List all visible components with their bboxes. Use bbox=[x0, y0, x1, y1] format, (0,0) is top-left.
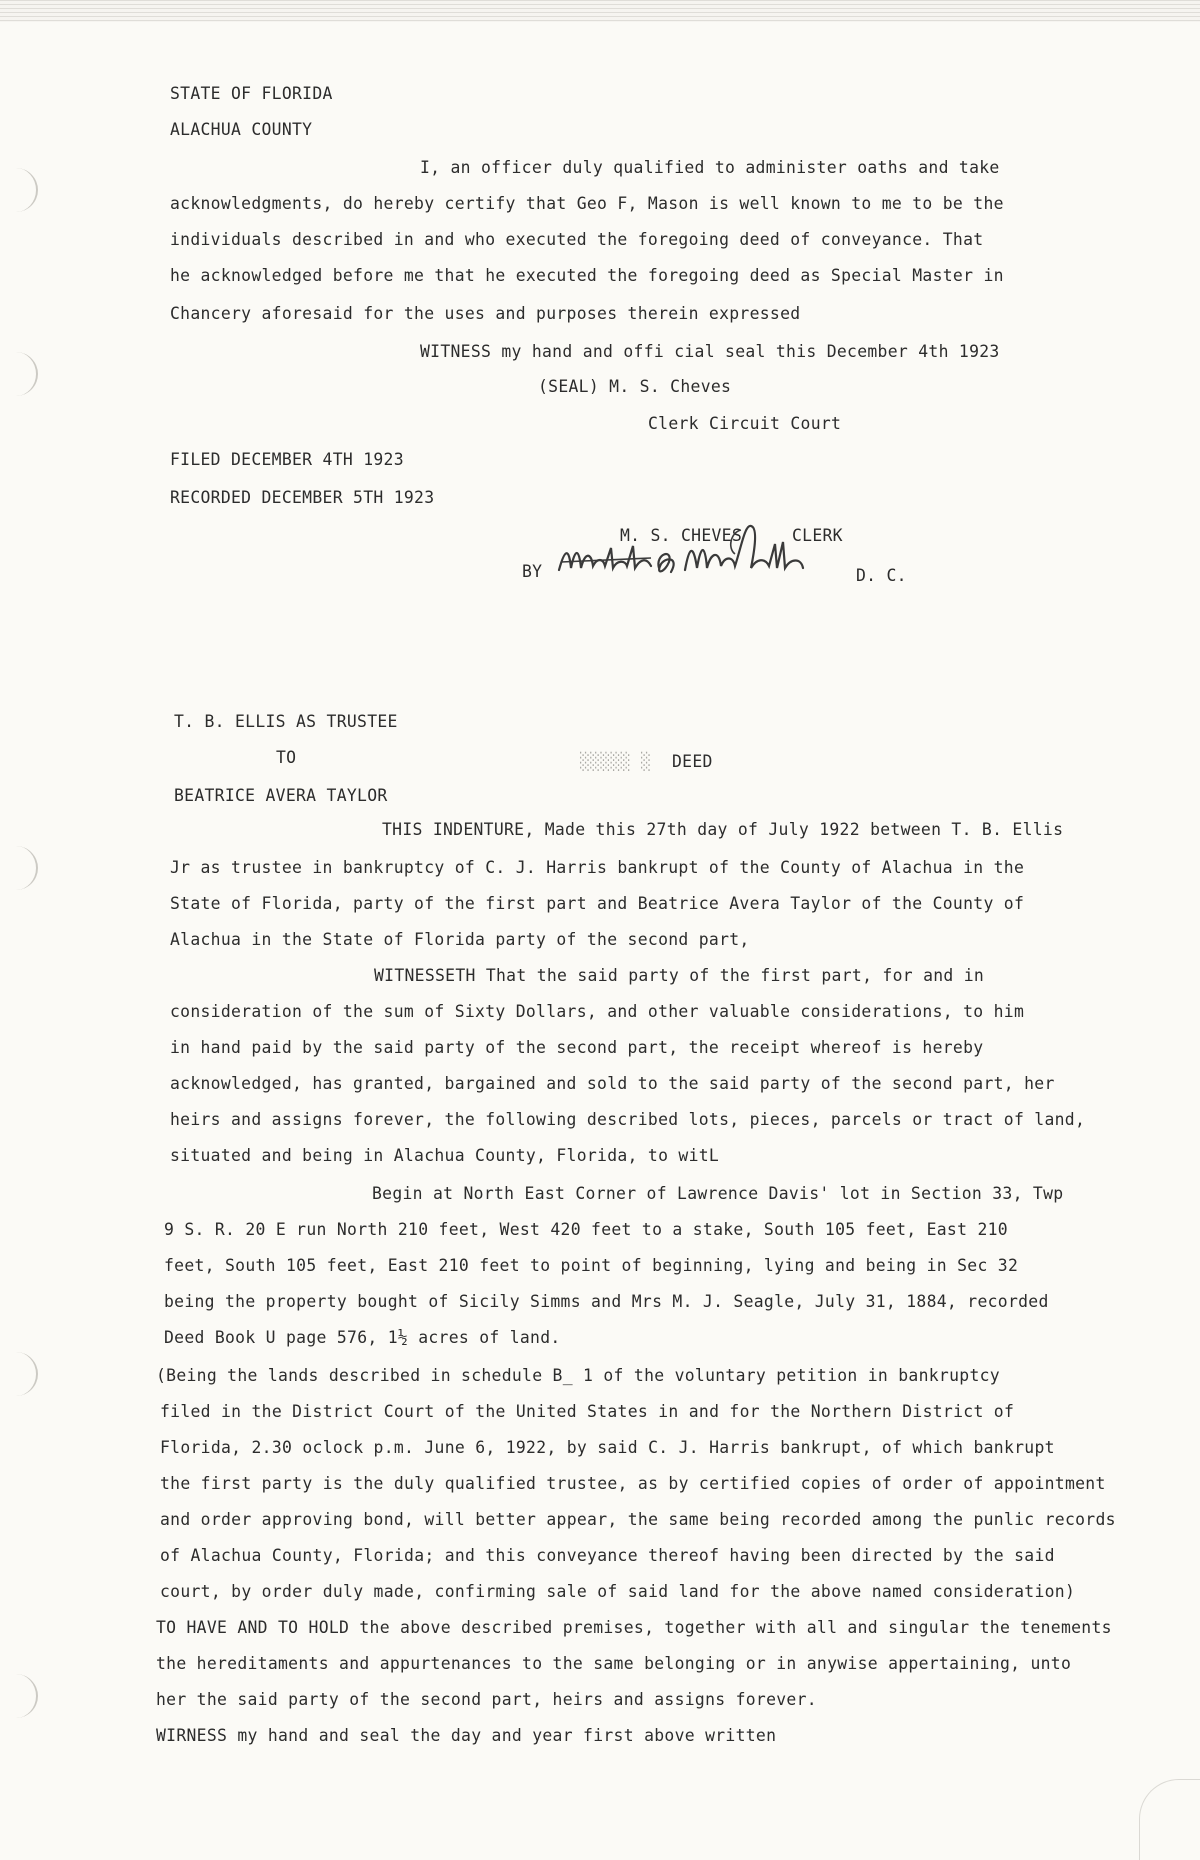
deputy-clerk-label: D. C. bbox=[856, 566, 907, 585]
deed-line: feet, South 105 feet, East 210 feet to point of beginning, lying and being in Sec 32 bbox=[164, 1256, 1019, 1275]
clerk-name: M. S. CHEVES bbox=[620, 526, 743, 545]
filed-date: FILED DECEMBER 4TH 1923 bbox=[170, 450, 404, 469]
deed-line: Deed Book U page 576, 1½ acres of land. bbox=[164, 1328, 561, 1347]
certificate-line: Chancery aforesaid for the uses and purposes therein expressed bbox=[170, 304, 801, 323]
deed-line: WIRNESS my hand and seal the day and year first above written bbox=[156, 1726, 777, 1745]
deed-line: filed in the District Court of the United States in and for the Northern District of bbox=[160, 1402, 1015, 1421]
signature-image bbox=[555, 518, 875, 586]
page-top-edge bbox=[0, 0, 1200, 22]
deed-to: TO bbox=[276, 748, 297, 767]
deed-line: the first party is the duly qualified trustee, as by certified copies of order of appointment bbox=[160, 1474, 1106, 1493]
deed-type-faded-mark: ░░░░░ ░ bbox=[580, 752, 652, 771]
certificate-line: he acknowledged before me that he executed the foregoing deed as Special Master in bbox=[170, 266, 1004, 285]
deed-line: of Alachua County, Florida; and this conveyance thereof having been directed by the said bbox=[160, 1546, 1055, 1565]
deed-line: her the said party of the second part, heirs and assigns forever. bbox=[156, 1690, 817, 1709]
deed-line: acknowledged, has granted, bargained and sold to the said party of the second part, her bbox=[170, 1074, 1055, 1093]
deed-line: the hereditaments and appurtenances to the same belonging or in anywise appertaining, unto bbox=[156, 1654, 1072, 1673]
deed-line: being the property bought of Sicily Simms and Mrs M. J. Seagle, July 31, 1884, recorded bbox=[164, 1292, 1049, 1311]
punch-hole-mark bbox=[6, 846, 38, 890]
deed-line: Alachua in the State of Florida party of the second part, bbox=[170, 930, 750, 949]
certificate-witness: WITNESS my hand and offi cial seal this December 4th 1923 bbox=[420, 342, 1000, 361]
deed-line: in hand paid by the said party of the second part, the receipt whereof is hereby bbox=[170, 1038, 984, 1057]
certificate-line: I, an officer duly qualified to administer oaths and take bbox=[420, 158, 1000, 177]
punch-hole-mark bbox=[6, 352, 38, 396]
deed-type: DEED bbox=[672, 752, 713, 771]
deed-line: WITNESSETH That the said party of the first part, for and in bbox=[374, 966, 985, 985]
deed-line: court, by order duly made, confirming sale of said land for the above named consideration) bbox=[160, 1582, 1076, 1601]
certificate-line: acknowledgments, do hereby certify that Geo F, Mason is well known to me to be the bbox=[170, 194, 1004, 213]
deed-line: situated and being in Alachua County, Florida, to witL bbox=[170, 1146, 720, 1165]
deed-line: THIS INDENTURE, Made this 27th day of July 1922 between T. B. Ellis bbox=[382, 820, 1064, 839]
punch-hole-mark bbox=[6, 1674, 38, 1718]
deed-line: Florida, 2.30 oclock p.m. June 6, 1922, by said C. J. Harris bankrupt, of which bankrupt bbox=[160, 1438, 1055, 1457]
deed-line: State of Florida, party of the first part and Beatrice Avera Taylor of the County of bbox=[170, 894, 1025, 913]
deed-line: and order approving bond, will better appear, the same being recorded among the punlic records bbox=[160, 1510, 1116, 1529]
deed-line: consideration of the sum of Sixty Dollars, and other valuable considerations, to him bbox=[170, 1002, 1025, 1021]
seal-line: (SEAL) M. S. Cheves bbox=[538, 377, 732, 396]
by-label: BY bbox=[522, 562, 543, 581]
recorded-date: RECORDED DECEMBER 5TH 1923 bbox=[170, 488, 435, 507]
deed-line: (Being the lands described in schedule B_ 1 of the voluntary petition in bankruptcy bbox=[156, 1366, 1000, 1385]
deed-line: 9 S. R. 20 E run North 210 feet, West 420 feet to a stake, South 105 feet, East 210 bbox=[164, 1220, 1008, 1239]
deed-grantor: T. B. ELLIS AS TRUSTEE bbox=[174, 712, 398, 731]
state-heading: STATE OF FLORIDA bbox=[170, 84, 333, 103]
punch-hole-mark bbox=[6, 1352, 38, 1396]
deed-line: Jr as trustee in bankruptcy of C. J. Harris bankrupt of the County of Alachua in the bbox=[170, 858, 1025, 877]
clerk-title: Clerk Circuit Court bbox=[648, 414, 842, 433]
punch-hole-mark bbox=[6, 168, 38, 212]
deed-line: TO HAVE AND TO HOLD the above described premises, together with all and singular the tenements bbox=[156, 1618, 1112, 1637]
county-heading: ALACHUA COUNTY bbox=[170, 120, 313, 139]
deed-line: heirs and assigns forever, the following described lots, pieces, parcels or tract of land, bbox=[170, 1110, 1086, 1129]
clerk-suffix: CLERK bbox=[792, 526, 843, 545]
deed-line: Begin at North East Corner of Lawrence Davis' lot in Section 33, Twp bbox=[372, 1184, 1064, 1203]
page-corner-curl bbox=[1139, 1779, 1200, 1860]
certificate-line: individuals described in and who executed the foregoing deed of conveyance. That bbox=[170, 230, 984, 249]
deed-grantee: BEATRICE AVERA TAYLOR bbox=[174, 786, 388, 805]
